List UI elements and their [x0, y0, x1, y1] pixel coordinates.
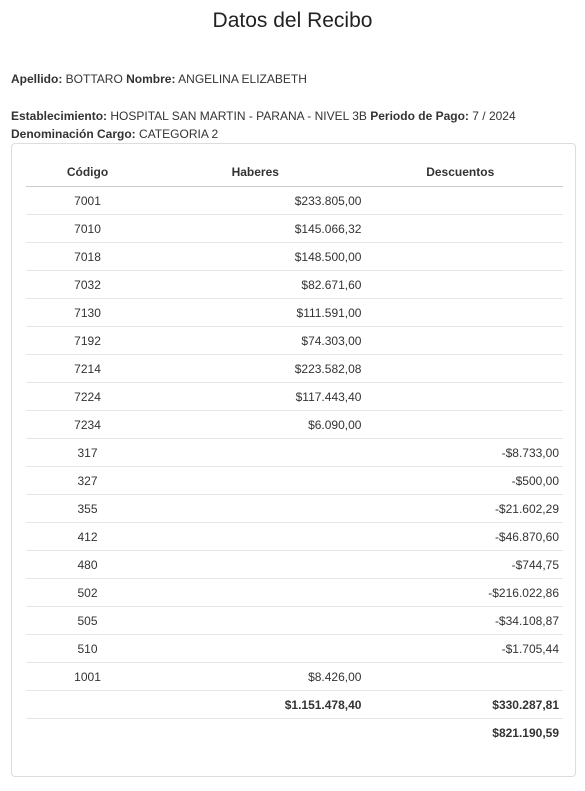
- cell-haberes: $233.805,00: [149, 187, 361, 215]
- table-row: [26, 243, 563, 271]
- establecimiento-label: Establecimiento:: [11, 109, 108, 123]
- table-row: [26, 495, 563, 523]
- cell-codigo: 7032: [26, 271, 149, 299]
- cell-descuentos: -$8.733,00: [361, 439, 563, 467]
- cell-descuentos: -$744,75: [361, 551, 563, 579]
- cell-descuentos: [361, 215, 563, 243]
- table-body: [26, 187, 563, 691]
- cell-haberes: $8.426,00: [149, 663, 361, 691]
- apellido-label: Apellido:: [11, 72, 63, 86]
- cell-codigo: 1001: [26, 663, 149, 691]
- table-row: [26, 439, 563, 467]
- cell-haberes: $6.090,00: [149, 411, 361, 439]
- table-row: [26, 663, 563, 691]
- cell-haberes: $117.443,40: [149, 383, 361, 411]
- cell-codigo: 317: [26, 439, 149, 467]
- table-row: [26, 579, 563, 607]
- establecimiento-value: HOSPITAL SAN MARTIN - PARANA - NIVEL 3B: [110, 109, 367, 123]
- cell-haberes: [149, 551, 361, 579]
- cell-descuentos: [361, 383, 563, 411]
- cell-haberes: [149, 523, 361, 551]
- denominacion-value: CATEGORIA 2: [139, 127, 219, 141]
- table-row: [26, 327, 563, 355]
- periodo-value: 7 / 2024: [472, 109, 516, 123]
- cell-codigo: 7001: [26, 187, 149, 215]
- cell-codigo: 327: [26, 467, 149, 495]
- total-descuentos: $330.287,81: [361, 691, 563, 719]
- net-code-cell: [26, 719, 149, 747]
- table-row: [26, 523, 563, 551]
- employee-name-line: [11, 71, 307, 87]
- cell-codigo: 7214: [26, 355, 149, 383]
- cell-codigo: 7224: [26, 383, 149, 411]
- table-row: [26, 271, 563, 299]
- cell-haberes: $74.303,00: [149, 327, 361, 355]
- cell-codigo: 7234: [26, 411, 149, 439]
- header-codigo: Código: [26, 158, 149, 187]
- cell-descuentos: -$216.022,86: [361, 579, 563, 607]
- cell-codigo: 355: [26, 495, 149, 523]
- table-header-row: [26, 158, 563, 187]
- totals-code-cell: [26, 691, 149, 719]
- table-row: [26, 187, 563, 215]
- cell-haberes: [149, 467, 361, 495]
- cell-haberes: [149, 495, 361, 523]
- table-row: [26, 355, 563, 383]
- total-haberes: $1.151.478,40: [149, 691, 361, 719]
- cell-descuentos: [361, 411, 563, 439]
- cell-descuentos: [361, 663, 563, 691]
- table-row: [26, 215, 563, 243]
- net-haberes-cell: [149, 719, 361, 747]
- cell-descuentos: [361, 299, 563, 327]
- establishment-line: [11, 108, 516, 124]
- cell-descuentos: [361, 271, 563, 299]
- cell-descuentos: [361, 243, 563, 271]
- table-row: [26, 467, 563, 495]
- cell-descuentos: -$1.705,44: [361, 635, 563, 663]
- cell-codigo: 7192: [26, 327, 149, 355]
- denominacion-label: Denominación Cargo:: [11, 127, 136, 141]
- cell-haberes: $148.500,00: [149, 243, 361, 271]
- nombre-label: Nombre:: [126, 72, 176, 86]
- cell-haberes: [149, 607, 361, 635]
- header-descuentos: Descuentos: [361, 158, 563, 187]
- table-row: [26, 411, 563, 439]
- cell-haberes: [149, 439, 361, 467]
- cell-descuentos: -$46.870,60: [361, 523, 563, 551]
- cell-codigo: 480: [26, 551, 149, 579]
- net-row: [26, 719, 563, 747]
- cell-descuentos: [361, 355, 563, 383]
- apellido-value: BOTTARO: [65, 72, 123, 86]
- cell-descuentos: -$21.602,29: [361, 495, 563, 523]
- net-total: $821.190,59: [492, 725, 559, 740]
- header-haberes: Haberes: [149, 158, 361, 187]
- nombre-value: ANGELINA ELIZABETH: [178, 72, 307, 86]
- table-row: [26, 607, 563, 635]
- position-line: [11, 126, 218, 142]
- cell-codigo: 7010: [26, 215, 149, 243]
- cell-descuentos: [361, 327, 563, 355]
- cell-haberes: [149, 635, 361, 663]
- cell-haberes: $145.066,32: [149, 215, 361, 243]
- cell-descuentos: -$34.108,87: [361, 607, 563, 635]
- cell-codigo: 502: [26, 579, 149, 607]
- cell-haberes: $223.582,08: [149, 355, 361, 383]
- cell-descuentos: [361, 187, 563, 215]
- page-title: Datos del Recibo: [212, 9, 373, 32]
- cell-haberes: $82.671,60: [149, 271, 361, 299]
- receipt-card: [11, 143, 576, 777]
- cell-codigo: 505: [26, 607, 149, 635]
- cell-codigo: 7018: [26, 243, 149, 271]
- totals-row: [26, 691, 563, 719]
- table-row: [26, 299, 563, 327]
- cell-codigo: 510: [26, 635, 149, 663]
- receipt-table: [26, 158, 563, 746]
- cell-codigo: 412: [26, 523, 149, 551]
- table-row: [26, 635, 563, 663]
- cell-haberes: [149, 579, 361, 607]
- cell-codigo: 7130: [26, 299, 149, 327]
- table-row: [26, 551, 563, 579]
- periodo-label: Periodo de Pago:: [370, 109, 469, 123]
- cell-haberes: $111.591,00: [149, 299, 361, 327]
- table-row: [26, 383, 563, 411]
- cell-descuentos: -$500,00: [361, 467, 563, 495]
